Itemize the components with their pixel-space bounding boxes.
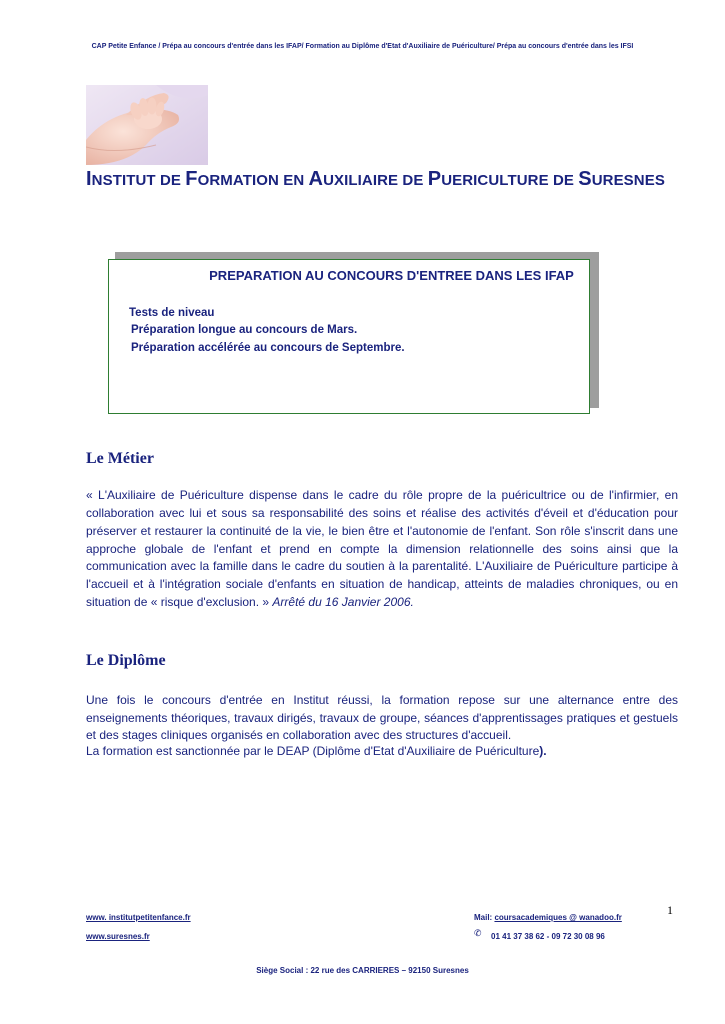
- diplome-paragraph-line: et des stages cliniques organisés en collaboration avec des structures d'accueil.: [86, 728, 512, 742]
- page-number: 1: [667, 903, 673, 917]
- metier-citation: Arrêté du 16 Janvier 2006.: [272, 595, 414, 609]
- diplome-paragraph-line: Une fois le concours d'entrée en Institut réussi, la formation repose sur une alternance entre des: [86, 693, 678, 707]
- diplome-paragraph-last-line: La formation est sanctionnée par le DEAP (Diplôme d'Etat d'Auxiliaire de Puériculture).: [86, 744, 547, 758]
- metier-paragraph-line: collaboration avec lui et sous sa responsabilité des soins et réalise des activités d'éveil et d'éducation pour: [86, 506, 678, 520]
- top-banner: CAP Petite Enfance / Prépa au concours d'entrée dans les IFAP/ Formation au Diplôme d'Etat d'Auxiliaire de Puériculture/ Prépa au concours d'entrée dans les IFSI: [91, 43, 634, 50]
- metier-paragraph-line: « L'Auxiliaire de Puériculture dispense dans le cadre du rôle propre de la puéricultrice ou de l'infirmier, en: [86, 488, 678, 502]
- baby-hand-photo: [86, 85, 208, 165]
- prep-box-heading: PREPARATION AU CONCOURS D'ENTREE DANS LES IFAP: [209, 268, 574, 283]
- metier-paragraph-last-line: situation de « risque d'exclusion. » Arrêté du 16 Janvier 2006.: [86, 595, 414, 609]
- prep-item: Tests de niveau: [129, 307, 215, 319]
- mail-line: Mail: coursacademiques @ wanadoo.fr: [474, 913, 622, 922]
- phone-icon: ✆: [474, 928, 482, 938]
- metier-paragraph-line: l'accueil et à l'intégration sociale d'enfants en situation de handicap, atteints de maladies chroniques, ou en: [86, 577, 678, 591]
- institute-title: INSTITUT DE FORMATION EN AUXILIAIRE DE PUERICULTURE DE SURESNES: [86, 168, 665, 190]
- metier-paragraph-line: communication avec la famille dans le cadre du soutien à la parentalité. L'Auxiliaire de Puériculture participe à: [86, 559, 678, 573]
- baby-hand-illustration: [86, 85, 208, 165]
- suresnes-website-link[interactable]: www.suresnes.fr: [86, 932, 150, 941]
- prep-item: Préparation longue au concours de Mars.: [131, 324, 358, 336]
- diplome-paragraph-line: enseignements théoriques, travaux dirigés, travaux de groupe, séances d'apprentissages pratiques et gestuels: [86, 711, 678, 725]
- phone-numbers: 01 41 37 38 62 - 09 72 30 08 96: [491, 932, 605, 941]
- prep-item: Préparation accélérée au concours de Septembre.: [131, 342, 405, 354]
- metier-heading: Le Métier: [86, 450, 154, 467]
- head-office-address: Siège Social : 22 rue des CARRIERES – 92150 Suresnes: [256, 966, 469, 975]
- diplome-heading: Le Diplôme: [86, 652, 166, 669]
- mail-link[interactable]: coursacademiques @ wanadoo.fr: [494, 913, 622, 922]
- metier-paragraph-line: préserver et restaurer la continuité de la vie, le bien être et l'autonomie de l'enfant. Son rôle s'inscrit dans une: [86, 524, 678, 538]
- institut-website-link[interactable]: www. institutpetitenfance.fr: [86, 913, 191, 922]
- metier-paragraph-line: approche globale de l'enfant et prend en compte la dimension relationnelle des soins ainsi que la: [86, 542, 678, 556]
